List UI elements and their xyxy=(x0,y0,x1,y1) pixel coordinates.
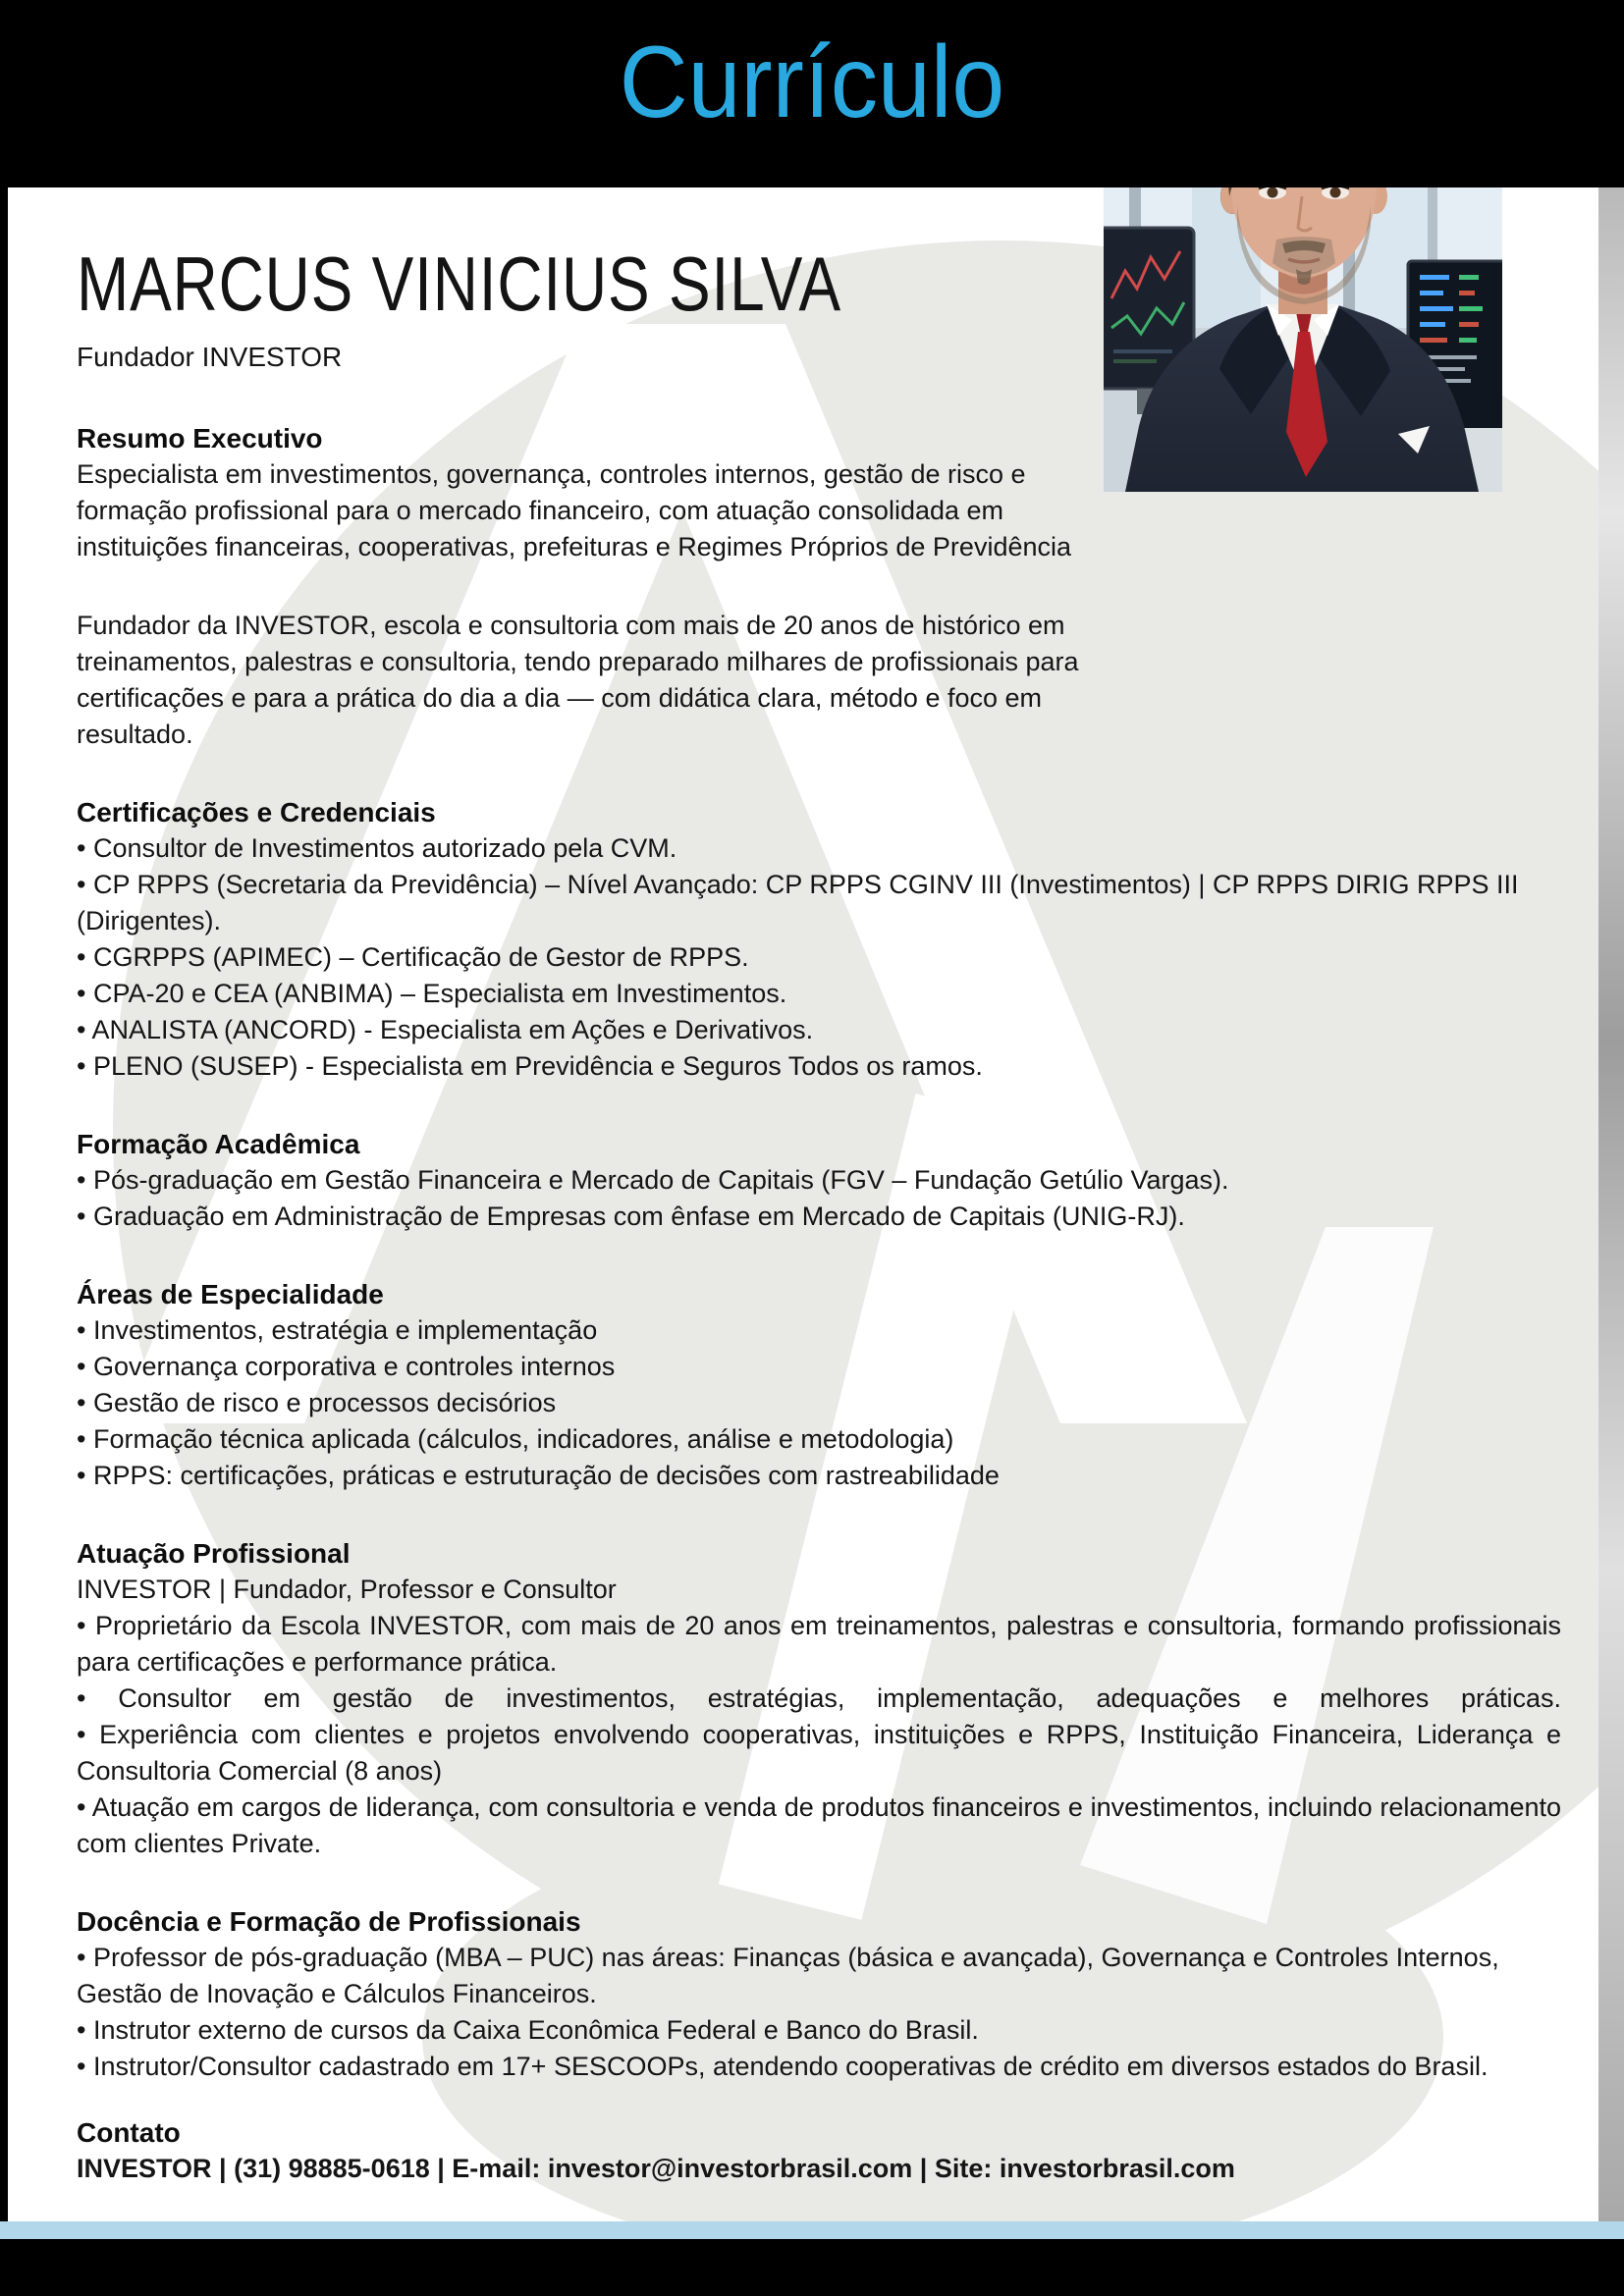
footer-blue-stripe xyxy=(0,2221,1624,2239)
footer-black-band xyxy=(0,2239,1624,2296)
bullet-item: • Formação técnica aplicada (cálculos, indicadores, análise e metodologia) xyxy=(77,1423,954,1454)
bullet-item: • Consultor em gestão de investimentos, estratégias, implementação, adequações e melhores práticas. xyxy=(77,1682,1561,1713)
role-subtitle: Fundador INVESTOR xyxy=(77,341,343,372)
header-band xyxy=(0,0,1624,187)
bullet-item: • Gestão de risco e processos decisórios xyxy=(77,1387,557,1417)
bullet-item: • RPPS: certificações, práticas e estruturação de decisões com rastreabilidade xyxy=(77,1460,1000,1490)
bullet-item: • CGRPPS (APIMEC) – Certificação de Gestor de RPPS. xyxy=(77,941,749,972)
bullet-item: • Experiência com clientes e projetos envolvendo cooperativas, instituições e RPPS, Instituição Financeira, Liderança e Consultoria Comercial (8 anos) xyxy=(77,1719,1561,1786)
bullet-item: • Pós-graduação em Gestão Financeira e Mercado de Capitais (FGV – Fundação Getúlio Vargas). xyxy=(77,1164,1229,1195)
bullet-item: • Consultor de Investimentos autorizado pela CVM. xyxy=(77,832,677,863)
bullet-item: • ANALISTA (ANCORD) - Especialista em Ações e Derivativos. xyxy=(77,1014,814,1044)
section-areas-especialidade xyxy=(77,1276,1561,1494)
section-heading-formacao: Formação Acadêmica xyxy=(77,1128,360,1159)
atuacao-subheading: INVESTOR | Fundador, Professor e Consultor xyxy=(77,1574,617,1604)
right-border xyxy=(1598,187,1624,2221)
section-heading-atuacao: Atuação Profissional xyxy=(77,1537,351,1569)
section-heading-contato: Contato xyxy=(77,2116,181,2148)
person-name: MARCUS VINICIUS SILVA xyxy=(77,240,841,327)
bullet-item: • Investimentos, estratégia e implementação xyxy=(77,1314,598,1345)
section-formacao-academica xyxy=(77,1126,1561,1235)
section-docencia xyxy=(77,1903,1561,2085)
bullet-item: • CPA-20 e CEA (ANBIMA) – Especialista em Investimentos. xyxy=(77,978,787,1008)
bullet-item: • Governança corporativa e controles internos xyxy=(77,1351,616,1381)
bullet-item: • Atuação em cargos de liderança, com consultoria e venda de produtos financeiros e investimentos, incluindo relacionamento com clientes Private. xyxy=(77,1791,1561,1858)
section-heading-certificacoes: Certificações e Credenciais xyxy=(77,796,436,828)
contact-line: INVESTOR | (31) 98885-0618 | E-mail: investor@investorbrasil.com | Site: investorbrasil.com xyxy=(77,2153,1235,2183)
page-title: Currículo xyxy=(619,25,1005,139)
left-border xyxy=(0,187,8,2221)
section-certificacoes xyxy=(77,794,1561,1085)
resumo-paragraph: Especialista em investimentos, governança, controles internos, gestão de risco e formação profissional para o mercado financeiro, com atuação consolidada em instituições financeiras, cooperativas, prefeituras e Regimes Próprios de Previdência xyxy=(77,458,1072,561)
section-resumo-executivo xyxy=(77,420,1561,753)
bullet-item: • Instrutor externo de cursos da Caixa Econômica Federal e Banco do Brasil. xyxy=(77,2014,979,2045)
section-contato xyxy=(77,2114,1561,2187)
document-body xyxy=(77,187,1561,2187)
section-atuacao-profissional xyxy=(77,1535,1561,1862)
section-heading-resumo: Resumo Executivo xyxy=(77,422,323,454)
resumo-paragraph: Fundador da INVESTOR, escola e consultoria com mais de 20 anos de histórico em treinamentos, palestras e consultoria, tendo preparado milhares de profissionais para certificações e para a prática do dia a dia — com didática clara, método e foco em resultado. xyxy=(77,610,1079,749)
bullet-item: • PLENO (SUSEP) - Especialista em Previdência e Seguros Todos os ramos. xyxy=(77,1050,983,1081)
section-heading-areas: Áreas de Especialidade xyxy=(77,1278,384,1309)
section-heading-docencia: Docência e Formação de Profissionais xyxy=(77,1905,581,1937)
bullet-item: • Graduação em Administração de Empresas com ênfase em Mercado de Capitais (UNIG-RJ). xyxy=(77,1201,1185,1231)
bullet-item: • Proprietário da Escola INVESTOR, com mais de 20 anos em treinamentos, palestras e consultoria, formando profissionais para certificações e performance prática. xyxy=(77,1610,1561,1677)
bullet-item: • CP RPPS (Secretaria da Previdência) – Nível Avançado: CP RPPS CGINV III (Investimentos) | CP RPPS DIRIG RPPS III (Dirigentes). xyxy=(77,869,1519,935)
bullet-item: • Professor de pós-graduação (MBA – PUC) nas áreas: Finanças (básica e avançada), Governança e Controles Internos, Gestão de Inovação e Cálculos Financeiros. xyxy=(77,1942,1499,2008)
bullet-item: • Instrutor/Consultor cadastrado em 17+ SESCOOPs, atendendo cooperativas de crédito em diversos estados do Brasil. xyxy=(77,2051,1489,2081)
